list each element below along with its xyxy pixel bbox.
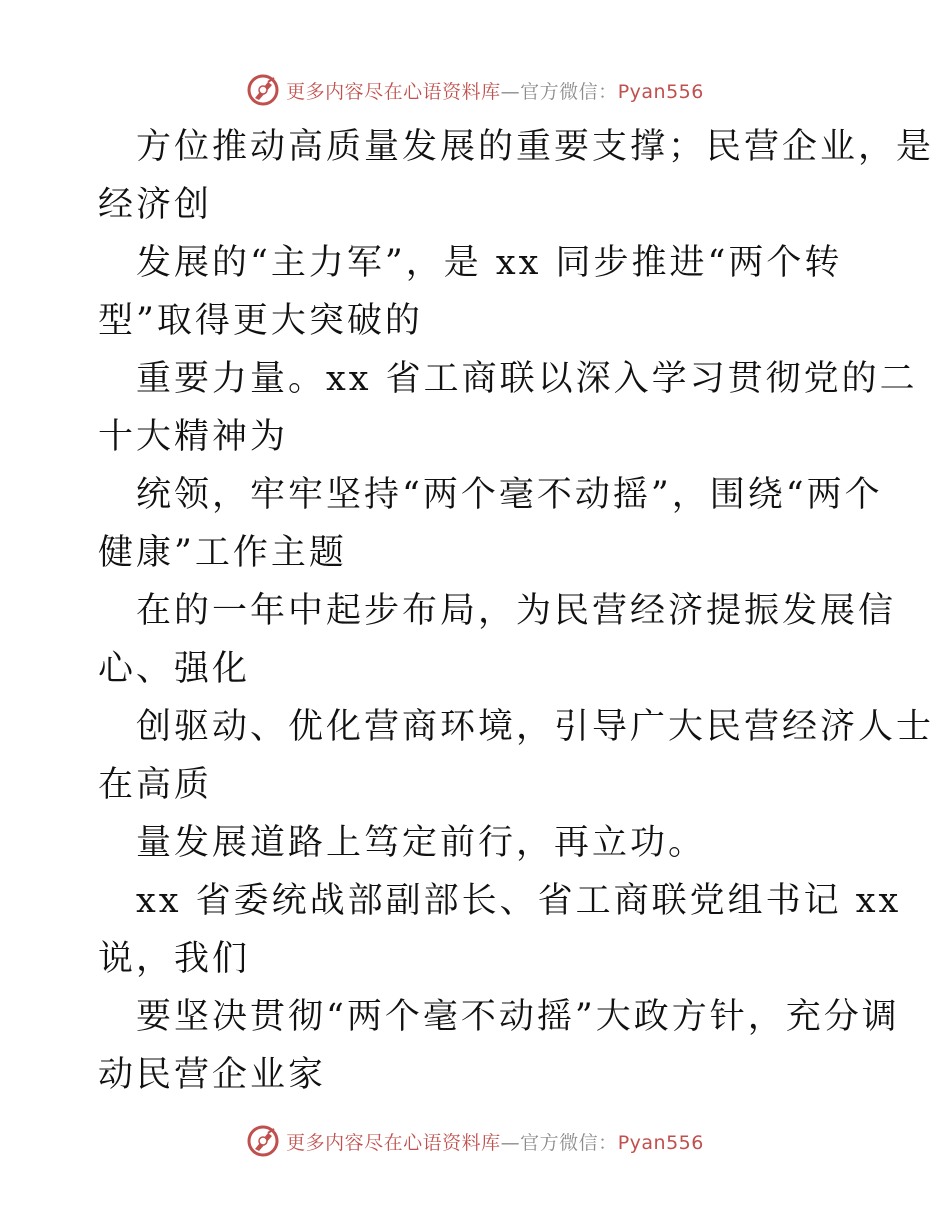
text-line: xx 省委统战部副部长、省工商联党组书记 xx bbox=[136, 881, 902, 921]
header-banner-content bbox=[246, 73, 704, 107]
text-line: 在高质 bbox=[98, 765, 213, 805]
document-body bbox=[98, 118, 935, 1104]
text-line: 心、强化 bbox=[98, 649, 251, 689]
text-line: 说，我们 bbox=[98, 939, 251, 979]
text-line: 要坚决贯彻“两个毫不动摇”大政方针，充分调 bbox=[136, 997, 900, 1037]
header-banner-title: 更多内容尽在心语资料库 bbox=[286, 80, 501, 103]
footer-banner-wechat-label: 官方微信： bbox=[520, 1131, 618, 1154]
footer-banner-content bbox=[246, 1124, 704, 1158]
quill-logo-icon bbox=[246, 1124, 280, 1158]
text-line: 方位推动高质量发展的重要支撑；民营企业，是 bbox=[136, 127, 935, 167]
text-line: 量发展道路上笃定前行，再立功。 bbox=[136, 823, 707, 863]
text-line: 重要力量。xx 省工商联以深入学习贯彻党的二 bbox=[136, 359, 918, 399]
header-banner-wechat-id: Pyan556 bbox=[617, 80, 704, 103]
header-banner-dash: — bbox=[500, 80, 521, 103]
text-line: 型”取得更大突破的 bbox=[98, 301, 423, 341]
text-line: 健康”工作主题 bbox=[98, 533, 347, 573]
text-line: 经济创 bbox=[98, 185, 213, 225]
text-line: 动民营企业家 bbox=[98, 1055, 327, 1095]
text-line: 统领，牢牢坚持“两个毫不动摇”，围绕“两个 bbox=[136, 475, 883, 515]
footer-banner-wechat-id: Pyan556 bbox=[617, 1131, 704, 1154]
quill-logo-icon bbox=[246, 73, 280, 107]
header-banner bbox=[0, 70, 950, 110]
text-line: 在的一年中起步布局，为民营经济提振发展信 bbox=[136, 591, 897, 631]
footer-banner-text bbox=[286, 1128, 704, 1155]
header-banner-wechat-label: 官方微信： bbox=[520, 80, 618, 103]
text-line: 十大精神为 bbox=[98, 417, 289, 457]
text-line: 创驱动、优化营商环境，引导广大民营经济人士 bbox=[136, 707, 935, 747]
footer-banner-title: 更多内容尽在心语资料库 bbox=[286, 1131, 501, 1154]
text-line: 发展的“主力军”，是 xx 同步推进“两个转 bbox=[136, 243, 843, 283]
footer-banner bbox=[0, 1121, 950, 1161]
footer-banner-dash: — bbox=[500, 1131, 521, 1154]
header-banner-text bbox=[286, 77, 704, 104]
